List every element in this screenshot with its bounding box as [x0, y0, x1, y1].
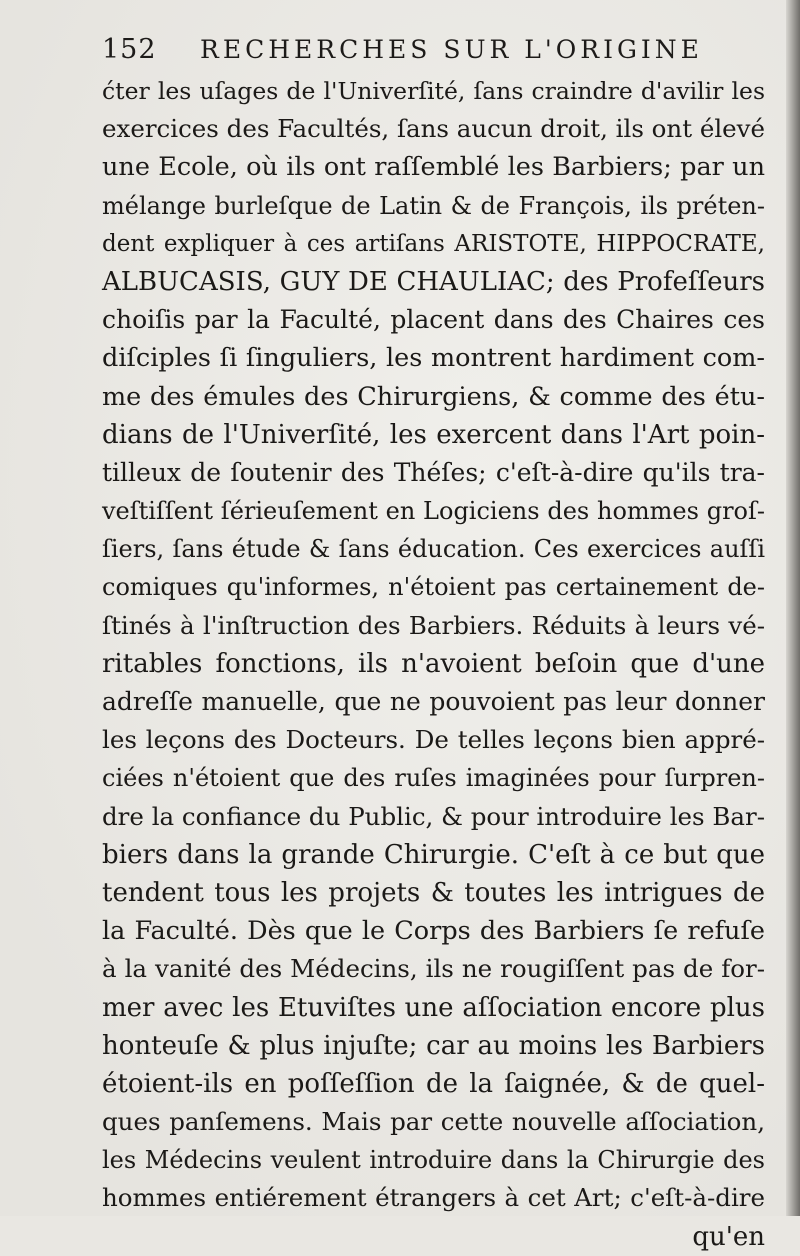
page-number: 152 — [102, 34, 157, 65]
text-line: ques panſemens. Mais par cette nouvelle aſſociation, — [102, 1107, 765, 1137]
text-line: ſtinés à l'inſtruction des Barbiers. Réduits à leurs vé- — [102, 610, 765, 640]
text-line: les leçons des Docteurs. De telles leçons bien appré- — [102, 725, 765, 755]
text-line: tendent tous les projets & toutes les intrigues de — [102, 877, 765, 908]
text-line: dians de l'Univerſité, les exercent dans l'Art poin- — [102, 419, 765, 450]
text-line: me des émules des Chirurgiens, & comme des étu- — [102, 381, 765, 412]
text-line: adreſſe manuelle, que ne pouvoient pas leur donner — [102, 687, 765, 716]
text-line: une Ecole, où ils ont raſſemblé les Barbiers; par un — [102, 152, 765, 183]
text-line: ritables fonctions, ils n'avoient beſoin que d'une — [102, 648, 765, 679]
text-line: les Médecins veulent introduire dans la Chirurgie des — [102, 1146, 765, 1175]
running-title: RECHERCHES SUR L'ORIGINE — [200, 35, 703, 64]
body-text — [102, 72, 765, 1256]
text-line: dent expliquer à ces artiſans ARISTOTE, HIPPOCRATE, — [102, 230, 765, 257]
text-line: ALBUCASIS, GUY DE CHAULIAC; des Profeſſeurs — [102, 266, 765, 297]
text-line: ſiers, ſans étude & ſans éducation. Ces exercices auſſi — [102, 535, 765, 564]
page-edge-shadow — [786, 0, 800, 1216]
catchword: qu'en — [692, 1221, 765, 1252]
text-line: biers dans la grande Chirurgie. C'eſt à ce but que — [102, 839, 765, 870]
text-line: la Faculté. Dès que le Corps des Barbiers ſe refuſe — [102, 916, 765, 947]
text-line: étoient-ils en poſſeſſion de la ſaignée, & de quel- — [102, 1068, 765, 1099]
text-line: à la vanité des Médecins, ils ne rougiſſent pas de for- — [102, 954, 765, 984]
text-line: ciées n'étoient que des ruſes imaginées pour ſurpren- — [102, 764, 765, 793]
text-line: dre la confiance du Public, & pour introduire les Bar- — [102, 801, 765, 831]
text-line: mélange burleſque de Latin & de François, ils préten- — [102, 191, 765, 220]
text-line: tilleux de ſoutenir des Théſes; c'eſt-à-dire qu'ils tra- — [102, 457, 765, 487]
text-line: choiſis par la Faculté, placent dans des Chaires ces — [102, 305, 765, 335]
text-line: comiques qu'informes, n'étoient pas certainement de- — [102, 573, 765, 602]
text-line: veſtiſſent ſérieuſement en Logiciens des hommes groſ- — [102, 497, 765, 526]
text-line: honteuſe & plus injuſte; car au moins les Barbiers — [102, 1030, 765, 1061]
text-line: diſciples ſi ſinguliers, les montrent hardiment com- — [102, 343, 765, 374]
text-line: hommes entiérement étrangers à cet Art; c'eſt-à-dire — [102, 1183, 765, 1213]
text-line: ćter les uſages de l'Univerſité, ſans craindre d'avilir les — [102, 77, 765, 105]
page-header — [102, 34, 792, 74]
text-line: exercices des Facultés, ſans aucun droit, ils ont élevé — [102, 114, 766, 144]
text-line: mer avec les Etuviſtes une aſſociation encore plus — [102, 992, 765, 1023]
